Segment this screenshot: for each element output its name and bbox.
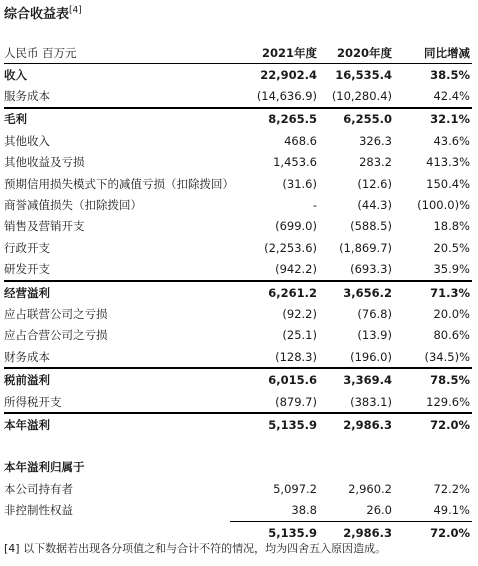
value-change: 35.9% bbox=[433, 262, 470, 277]
attribution-heading-row bbox=[4, 457, 472, 478]
value-change: 72.0% bbox=[392, 413, 472, 435]
col-header-2021: 2021年度 bbox=[230, 43, 317, 64]
row-label: 应占合营公司之亏损 bbox=[4, 328, 108, 343]
value-change: 72.2% bbox=[433, 481, 470, 496]
value-2021: (31.6) bbox=[282, 176, 317, 191]
page-title bbox=[4, 3, 82, 22]
footnote: [4] 以下数据若出现各分项值之和与合计不符的情况，均为四舍五入原因造成。 bbox=[4, 542, 387, 555]
table-row bbox=[4, 216, 472, 237]
row-label: 商誉减值损失（扣除拨回） bbox=[4, 198, 142, 213]
value-2020: 326.3 bbox=[359, 133, 392, 148]
value-change: 20.0% bbox=[433, 306, 470, 321]
row-label: 其他收益及亏损 bbox=[4, 155, 85, 170]
value-2021: - bbox=[312, 198, 317, 213]
table-row bbox=[4, 173, 472, 194]
value-change: 38.5% bbox=[430, 67, 470, 82]
value-change: 129.6% bbox=[426, 394, 470, 409]
value-2020: (76.8) bbox=[357, 306, 392, 321]
table-row bbox=[4, 85, 472, 107]
row-label: 本年溢利 bbox=[4, 413, 230, 435]
title-footnote-ref: [4] bbox=[69, 5, 82, 16]
unit-label: 人民币 百万元 bbox=[4, 43, 230, 64]
value-2020: (383.1) bbox=[350, 394, 392, 409]
value-change: 42.4% bbox=[433, 89, 470, 104]
value-2021: (2,253.6) bbox=[264, 240, 317, 255]
row-label: 税前溢利 bbox=[4, 368, 230, 390]
value-2020: 2,986.3 bbox=[317, 413, 392, 435]
col-header-2020: 2020年度 bbox=[317, 43, 392, 64]
value-2020: 3,656.2 bbox=[317, 281, 392, 303]
table-row bbox=[4, 499, 472, 521]
value-2020: 26.0 bbox=[366, 503, 392, 518]
table-row bbox=[4, 194, 472, 215]
value-2021: (942.2) bbox=[275, 262, 317, 277]
table-header-row bbox=[4, 43, 472, 64]
row-label: 应占联营公司之亏损 bbox=[4, 306, 108, 321]
value-change: (100.0)% bbox=[417, 198, 470, 213]
row-label: 预期信用损失模式下的减值亏损（扣除拨回） bbox=[4, 176, 234, 191]
value-change: 71.3% bbox=[392, 281, 472, 303]
attribution-body bbox=[4, 436, 472, 544]
row-label: 本公司持有者 bbox=[4, 481, 73, 496]
attribution-heading: 本年溢利归属于 bbox=[4, 460, 85, 475]
title-text: 综合收益表 bbox=[4, 7, 70, 22]
value-2021: 468.6 bbox=[284, 133, 317, 148]
value-2020: 6,255.0 bbox=[317, 108, 392, 130]
value-2020: 16,535.4 bbox=[335, 67, 392, 82]
subtotal-row bbox=[4, 413, 472, 435]
value-2021: 8,265.5 bbox=[230, 108, 317, 130]
row-label: 非控制性权益 bbox=[4, 503, 73, 518]
row-label: 财务成本 bbox=[4, 349, 50, 364]
value-2020: 283.2 bbox=[359, 155, 392, 170]
value-2021: (879.7) bbox=[275, 394, 317, 409]
value-2021: (25.1) bbox=[282, 328, 317, 343]
value-2020: (196.0) bbox=[350, 349, 392, 364]
total-2020: 2,986.3 bbox=[317, 521, 392, 543]
table-row bbox=[4, 259, 472, 281]
row-label: 经营溢利 bbox=[4, 281, 230, 303]
value-2020: 2,960.2 bbox=[348, 481, 392, 496]
value-change: 413.3% bbox=[426, 155, 470, 170]
col-header-change: 同比增减 bbox=[392, 43, 472, 64]
value-change: 43.6% bbox=[433, 133, 470, 148]
value-change: 32.1% bbox=[392, 108, 472, 130]
value-2021: 1,453.6 bbox=[273, 155, 317, 170]
value-2021: (14,636.9) bbox=[256, 89, 317, 104]
row-label: 所得税开支 bbox=[4, 394, 62, 409]
value-2021: 6,261.2 bbox=[230, 281, 317, 303]
value-2021: 5,135.9 bbox=[230, 413, 317, 435]
value-2020: 3,369.4 bbox=[317, 368, 392, 390]
subtotal-row bbox=[4, 281, 472, 303]
value-2021: 5,097.2 bbox=[273, 481, 317, 496]
table-row bbox=[4, 237, 472, 258]
total-2021: 5,135.9 bbox=[230, 521, 317, 543]
value-2021: 6,015.6 bbox=[230, 368, 317, 390]
table-row bbox=[4, 478, 472, 499]
table-row bbox=[4, 325, 472, 346]
row-label: 服务成本 bbox=[4, 89, 50, 104]
row-label: 研发开支 bbox=[4, 262, 50, 277]
value-change: 18.8% bbox=[433, 219, 470, 234]
value-change: 80.6% bbox=[433, 328, 470, 343]
value-2020: (10,280.4) bbox=[331, 89, 392, 104]
table-row bbox=[4, 303, 472, 324]
value-2020: (693.3) bbox=[350, 262, 392, 277]
value-2021: (699.0) bbox=[275, 219, 317, 234]
row-label: 其他收入 bbox=[4, 133, 50, 148]
row-label: 毛利 bbox=[4, 108, 230, 130]
spacer-row bbox=[4, 436, 472, 457]
value-2021: (128.3) bbox=[275, 349, 317, 364]
value-change: 150.4% bbox=[426, 176, 470, 191]
value-change: (34.5)% bbox=[424, 349, 470, 364]
row-label: 收入 bbox=[4, 67, 27, 82]
income-statement-table bbox=[4, 43, 472, 543]
table-row bbox=[4, 391, 472, 413]
value-2021: 38.8 bbox=[291, 503, 317, 518]
value-change: 49.1% bbox=[433, 503, 470, 518]
value-2020: (12.6) bbox=[357, 176, 392, 191]
value-change: 20.5% bbox=[433, 240, 470, 255]
row-label: 行政开支 bbox=[4, 240, 50, 255]
subtotal-row bbox=[4, 368, 472, 390]
table-row bbox=[4, 130, 472, 151]
value-2021: (92.2) bbox=[282, 306, 317, 321]
table-row bbox=[4, 152, 472, 173]
total-change: 72.0% bbox=[392, 521, 472, 543]
value-2020: (13.9) bbox=[357, 328, 392, 343]
value-change: 78.5% bbox=[392, 368, 472, 390]
statement-body bbox=[4, 64, 472, 436]
row-label: 销售及营销开支 bbox=[4, 219, 85, 234]
table-row bbox=[4, 346, 472, 368]
value-2020: (1,869.7) bbox=[339, 240, 392, 255]
value-2020: (588.5) bbox=[350, 219, 392, 234]
subtotal-row bbox=[4, 64, 472, 86]
value-2021: 22,902.4 bbox=[260, 67, 317, 82]
subtotal-row bbox=[4, 108, 472, 130]
value-2020: (44.3) bbox=[357, 198, 392, 213]
